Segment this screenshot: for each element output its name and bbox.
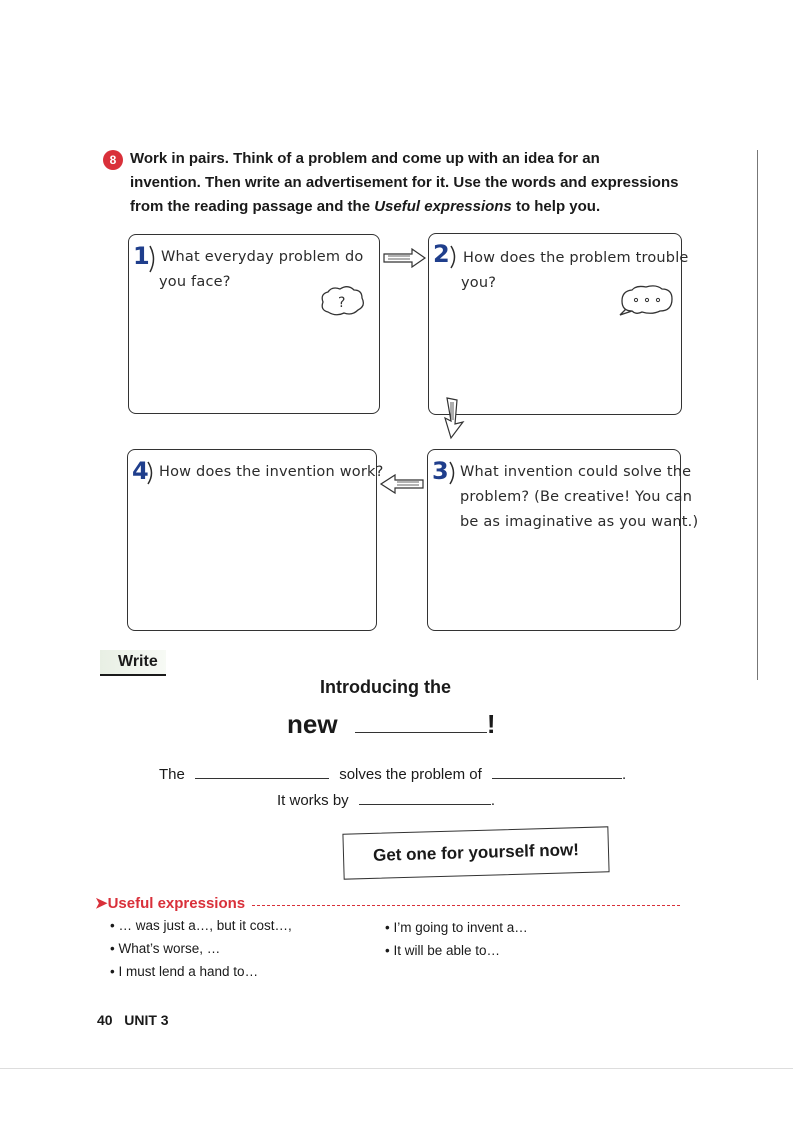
box-3-number: 3 [432, 457, 449, 485]
cta-box: Get one for yourself now! [342, 826, 609, 879]
list-item: • What’s worse, … [110, 941, 221, 956]
ad-line-1: The solves the problem of . [159, 766, 627, 783]
page-edge [0, 1068, 793, 1069]
margin-rule [757, 150, 758, 680]
write-section-label: Write [100, 650, 166, 676]
ad-line-2: It works by . [277, 792, 496, 809]
expressions-right [385, 916, 528, 962]
instructions-line: invention. Then write an advertisement for it. Use the words and expressions [130, 174, 679, 191]
paren-icon [448, 244, 460, 270]
useful-expressions-ref: Useful expressions [374, 198, 512, 215]
box-4-question: How does the invention work? [159, 464, 384, 480]
paren-icon [147, 244, 159, 274]
invention-blank[interactable] [195, 764, 329, 779]
method-blank[interactable] [359, 790, 491, 805]
paren-icon [447, 460, 459, 486]
box-2-number: 2 [433, 240, 450, 268]
paren-icon [145, 460, 157, 486]
useful-divider [252, 905, 680, 906]
arrow-right-icon [382, 248, 428, 268]
page-footer [97, 1012, 169, 1028]
list-item: • I must lend a hand to… [110, 964, 259, 979]
activity-instructions [130, 147, 690, 219]
page-number: 40 [97, 1012, 113, 1028]
activity-number-badge: 8 [103, 150, 123, 170]
unit-label: UNIT 3 [124, 1012, 169, 1028]
useful-expressions-title: ➤Useful expressions [95, 895, 246, 912]
box-1-number: 1 [133, 242, 150, 270]
arrow-left-icon [379, 472, 425, 496]
instructions-line: from the reading passage and the Useful expressions to help you. [130, 198, 601, 215]
instructions-line: Work in pairs. Think of a problem and come up with an idea for an [130, 150, 600, 167]
box-1-question: What everyday problem do you face? [159, 249, 364, 290]
ad-heading: Introducing the [320, 677, 451, 697]
expressions-left [110, 914, 292, 983]
thinking-bubble-icon [318, 284, 368, 318]
problem-blank[interactable] [492, 764, 622, 779]
ad-product-line: new ! [287, 709, 496, 739]
list-item: • I’m going to invent a… [385, 920, 528, 935]
speech-bubble-icon [618, 283, 676, 317]
arrow-down-icon [441, 396, 469, 440]
arrow-bullet-icon: ➤ [95, 895, 108, 912]
product-name-blank[interactable] [355, 708, 487, 733]
svg-text:?: ? [338, 295, 346, 311]
box-3-question: What invention could solve the problem? (Be creative! You can be as imaginative as you want.) [460, 464, 699, 530]
box-4-number: 4 [132, 457, 149, 485]
box-2-question: How does the problem trouble you? [461, 250, 689, 291]
list-item: • It will be able to… [385, 943, 501, 958]
list-item: • … was just a…, but it cost…, [110, 918, 292, 933]
